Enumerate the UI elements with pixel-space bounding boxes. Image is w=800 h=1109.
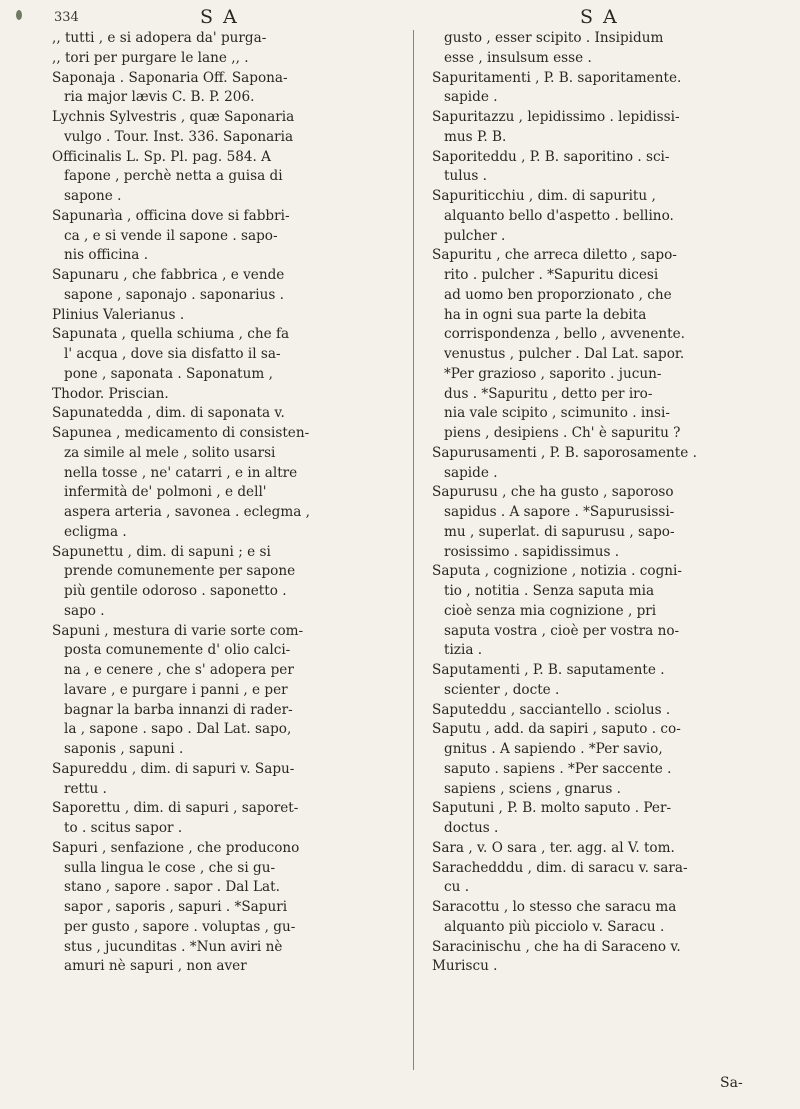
text-line: ad uomo ben proporzionato , che (444, 286, 672, 303)
text-line: Sapunatedda , dim. di saponata v. (52, 405, 285, 422)
text-line: Saracottu , lo stesso che saracu ma (432, 899, 677, 915)
text-line: doctus . (444, 820, 499, 836)
paper-stain (16, 10, 22, 20)
text-line: stano , sapore . sapor . Dal Lat. (64, 879, 280, 896)
text-line: per gusto , sapore . voluptas , gu- (64, 918, 296, 935)
text-line: to . scitus sapor . (64, 820, 183, 836)
text-line: Sapuritazzu , lepidissimo . lepidissi- (432, 109, 680, 125)
text-line: saputo . sapiens . *Per saccente . (444, 760, 672, 777)
text-line: ecligma . (64, 523, 127, 540)
text-line: stus , jucunditas . *Nun aviri nè (64, 938, 283, 955)
text-line: scienter , docte . (444, 681, 560, 698)
text-line: sapidus . A sapore . *Sapurusissi- (444, 504, 675, 520)
text-line: Saputeddu , sacciantello . sciolus . (432, 701, 671, 718)
text-line: lavare , e purgare i panni , e per (64, 681, 288, 698)
text-line: pone , saponata . Saponatum , (64, 365, 273, 382)
text-line: nella tosse , ne' catarri , e in altre (64, 464, 298, 481)
text-line: sapide . (444, 464, 498, 481)
text-line: bagnar la barba innanzi di rader- (64, 701, 293, 718)
text-line: tulus . (444, 168, 487, 185)
page-number: 334 (54, 10, 79, 25)
text-line: Sapureddu , dim. di sapuri v. Sapu- (52, 760, 295, 777)
text-line: venustus , pulcher . Dal Lat. sapor. (444, 346, 685, 362)
text-line: Sapunaru , che fabbrica , e vende (52, 267, 285, 283)
text-line: ca , e si vende il sapone . sapo- (64, 227, 278, 244)
text-line: ha in ogni sua parte la debita (444, 306, 647, 323)
text-line: Saporiteddu , P. B. saporitino . sci- (432, 148, 670, 165)
text-line: *Per grazioso , saporito . jucun- (444, 365, 662, 382)
text-line: rettu . (64, 780, 107, 797)
text-line: na , e cenere , che s' adopera per (64, 662, 294, 678)
text-line: Sapunata , quella schiuma , che fa (52, 326, 290, 343)
text-line: Sapuritamenti , P. B. saporitamente. (432, 69, 682, 86)
text-line: Sapuritu , che arreca diletto , sapo- (432, 247, 677, 264)
text-line: rito . pulcher . *Sapuritu dicesi (444, 267, 659, 283)
text-line: Sarachedddu , dim. di saracu v. sara- (432, 859, 688, 876)
text-line: sapide . (444, 89, 498, 106)
text-line: Sapunettu , dim. di sapuni ; e si (52, 543, 271, 560)
text-line: nia vale scipito , scimunito . insi- (444, 405, 670, 422)
text-line: tizia . (444, 642, 483, 659)
text-line: sapo . (64, 602, 105, 619)
text-line: aspera arteria , savonea . eclegma , (64, 504, 310, 520)
text-line: dus . *Sapuritu , detto per iro- (444, 385, 653, 402)
text-line: za simile al mele , solito usarsi (64, 444, 276, 461)
running-head-left: S A (200, 6, 239, 28)
text-line: ria major lævis C. B. P. 206. (64, 89, 255, 106)
left-column (52, 29, 394, 977)
text-line: sapor , saporis , sapuri . *Sapuri (64, 899, 288, 915)
text-line: Saporettu , dim. di sapuri , saporet- (52, 800, 299, 817)
text-line: amuri nè sapuri , non aver (64, 958, 247, 975)
text-line: sapone , saponajo . saponarius . (64, 286, 284, 303)
text-line: Lychnis Sylvestris , quæ Saponaria (52, 109, 295, 125)
column-divider (413, 30, 414, 1070)
text-line: tio , notitia . Senza saputa mia (444, 583, 655, 599)
text-line: la , sapone . sapo . Dal Lat. sapo, (64, 721, 292, 738)
text-line: Sapurusu , che ha gusto , saporoso (432, 484, 674, 501)
text-line: mu , superlat. di sapurusu , sapo- (444, 523, 675, 540)
text-line: Saracinischu , che ha di Saraceno v. (432, 938, 681, 955)
right-column (432, 29, 774, 977)
text-line: gusto , esser scipito . Insipidum (444, 30, 664, 46)
text-line: Muriscu . (432, 958, 498, 975)
text-line: cu . (444, 879, 470, 896)
text-line: Sapuriticchiu , dim. di sapuritu , (432, 188, 656, 204)
text-line: Sapunea , medicamento di consisten- (52, 425, 310, 441)
text-line: sapiens , sciens , gnarus . (444, 780, 621, 797)
text-line: piens , desipiens . Ch' è sapuritu ? (444, 425, 681, 441)
text-line: ,, tori per purgare le lane ,, . (52, 49, 249, 66)
text-line: posta comunemente d' olio calci- (64, 642, 291, 659)
text-line: Saputa , cognizione , notizia . cogni- (432, 563, 682, 580)
catchword: Sa- (720, 1075, 743, 1091)
text-line: Officinalis L. Sp. Pl. pag. 584. A (52, 148, 271, 165)
text-line: prende comunemente per sapone (64, 563, 296, 580)
text-line: sulla lingua le cose , che si gu- (64, 859, 276, 876)
text-line: Saponaja . Saponaria Off. Sapona- (52, 69, 288, 86)
running-head-right: S A (580, 6, 619, 28)
text-line: Sapunarìa , officina dove si fabbri- (52, 207, 290, 224)
text-line: corrispondenza , bello , avvenente. (444, 326, 685, 343)
text-line: rosissimo . sapidissimus . (444, 543, 620, 560)
text-line: alquanto più picciolo v. Saracu . (444, 918, 665, 935)
text-line: alquanto bello d'aspetto . bellino. (444, 207, 674, 224)
text-line: pulcher . (444, 227, 506, 244)
text-line: ,, tutti , e si adopera da' purga- (52, 30, 267, 46)
text-line: mus P. B. (444, 128, 507, 145)
text-line: fapone , perchè netta a guisa di (64, 168, 283, 185)
text-line: Sapuri , senfazione , che producono (52, 839, 300, 856)
text-line: Thodor. Priscian. (52, 385, 169, 402)
text-line: Sara , v. O sara , ter. agg. al V. tom. (432, 839, 675, 856)
text-line: Sapuni , mestura di varie sorte com- (52, 622, 304, 639)
text-line: Saputamenti , P. B. saputamente . (432, 662, 665, 678)
text-line: saputa vostra , cioè per vostra no- (444, 622, 680, 639)
text-line: Saputu , add. da sapiri , saputo . co- (432, 721, 681, 738)
text-line: sapone . (64, 188, 122, 204)
text-line: saponis , sapuni . (64, 741, 184, 757)
text-line: gnitus . A sapiendo . *Per savio, (444, 741, 663, 757)
text-line: Sapurusamenti , P. B. saporosamente . (432, 444, 697, 461)
text-line: infermità de' polmoni , e dell' (64, 484, 267, 501)
text-line: più gentile odoroso . saponetto . (64, 583, 287, 599)
text-line: Saputuni , P. B. molto saputo . Per- (432, 800, 672, 817)
text-line: nis officina . (64, 247, 149, 264)
text-line: l' acqua , dove sia disfatto il sa- (64, 346, 281, 362)
text-line: cioè senza mia cognizione , pri (444, 602, 657, 619)
text-line: vulgo . Tour. Inst. 336. Saponaria (64, 128, 294, 145)
text-line: Plinius Valerianus . (52, 306, 185, 323)
text-line: esse , insulsum esse . (444, 49, 592, 66)
